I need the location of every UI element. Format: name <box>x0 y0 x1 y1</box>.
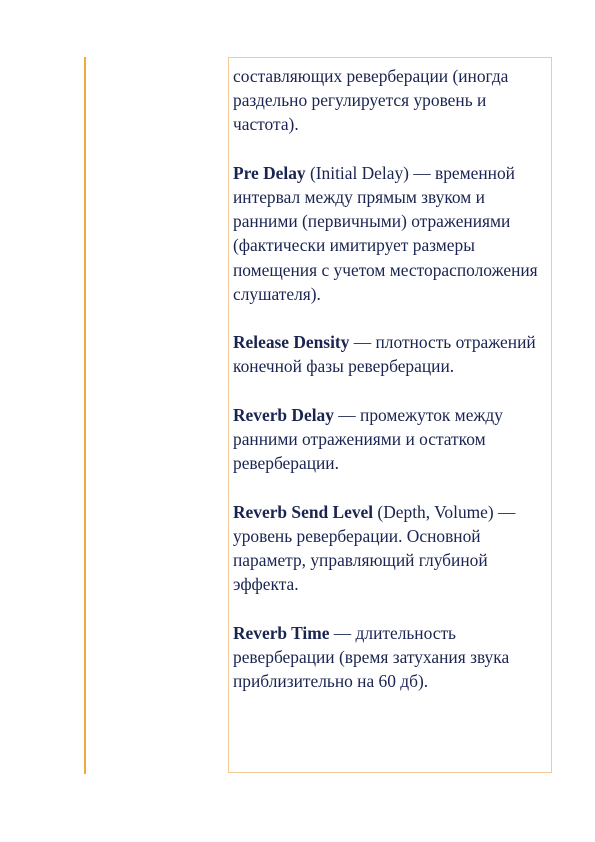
definition-pre-delay <box>233 161 551 306</box>
definition-text: — плотность отражений конечной фазы реверберации. <box>233 332 536 377</box>
term-label: Release Density <box>233 332 350 353</box>
term-label: Reverb Delay <box>233 404 334 425</box>
definition-text: (Depth, Volume) — уровень реверберации. Основной параметр, управляющий глубиной эффекта. <box>233 501 516 595</box>
continuation-paragraph: составляющих реверберации (иногда раздельно регулируется уровень и частота). <box>233 66 509 135</box>
definition-reverb-time <box>233 621 551 694</box>
definitions-content <box>233 64 551 717</box>
term-label: Pre Delay <box>233 162 306 183</box>
left-accent-rule <box>84 57 86 774</box>
term-label: Reverb Send Level <box>233 501 374 522</box>
definition-text: — промежуток между ранними отражениями и остатком реверберации. <box>233 404 503 474</box>
term-label: Reverb Time <box>233 622 330 643</box>
definition-release-density <box>233 330 551 378</box>
definition-text: (Initial Delay) — временной интервал между прямым звуком и ранними (первичными) отражениями (фактически имитирует размеры помещения с учетом месторасположения слушателя). <box>233 162 538 304</box>
definition-text: — длительность реверберации (время затухания звука приблизительно на 60 дб). <box>233 622 510 691</box>
definition-reverb-delay <box>233 403 551 476</box>
definition-reverb-send-level <box>233 500 551 597</box>
